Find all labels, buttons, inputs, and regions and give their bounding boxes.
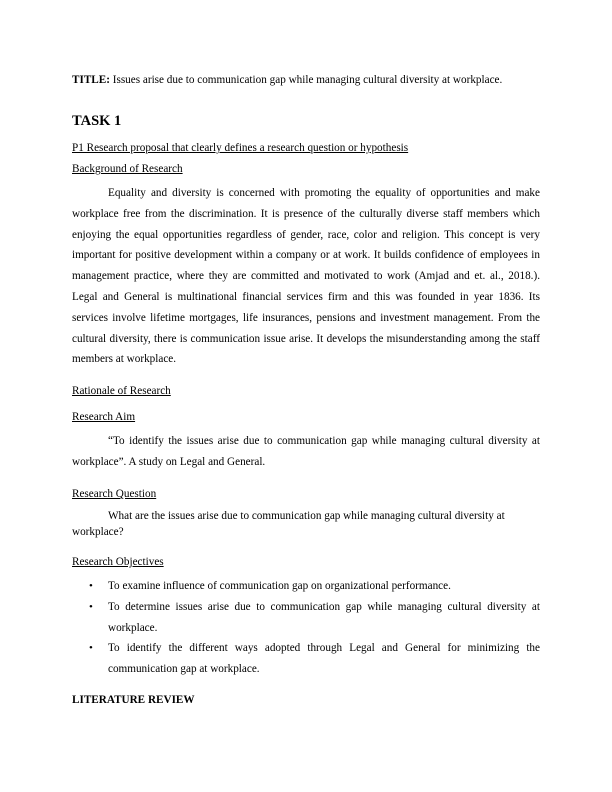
background-paragraph: Equality and diversity is concerned with promoting the equality of opportunities and make workplace free from the discrimination. It is presence of the culturally diverse staff members which enjoying the equal opportunities regardless of gender, race, color and religion. This concept is very important for positive development within a company or at work. It builds confidence of employees in management practice, where they are committed and motivated to work (Amjad and et. al., 2018.). Legal and General is multinational financial services firm and this was founded in year 1836. Its services involve lifetime mortgages, life insurances, pensions and investment management. From the cultural diversity, there is communication issue arise. It develops the misunderstanding among the staff members at workplace. bbox=[72, 187, 540, 366]
question-paragraph: What are the issues arise due to communication gap while managing cultural diversity at workplace? bbox=[72, 510, 505, 538]
document-title bbox=[72, 73, 540, 87]
task-heading: TASK 1 bbox=[72, 113, 122, 129]
bullet-icon: • bbox=[89, 580, 93, 592]
title-label: TITLE: bbox=[72, 74, 110, 86]
title-text: Issues arise due to communication gap while managing cultural diversity at workplace. bbox=[109, 74, 503, 86]
background-heading: Background of Research bbox=[72, 163, 183, 175]
aim-heading: Research Aim bbox=[72, 411, 136, 423]
list-item-text: To identify the different ways adopted through Legal and General for minimizing the communication gap at workplace. bbox=[108, 642, 540, 676]
list-item-text: To determine issues arise due to communication gap while managing cultural diversity at workplace. bbox=[108, 600, 540, 634]
rationale-heading: Rationale of Research bbox=[72, 385, 171, 397]
p1-heading: P1 Research proposal that clearly defines a research question or hypothesis bbox=[72, 142, 409, 154]
list-item bbox=[72, 576, 540, 597]
objectives-heading: Research Objectives bbox=[72, 556, 164, 568]
list-item-text: To examine influence of communication gap on organizational performance. bbox=[108, 580, 451, 592]
bullet-icon: • bbox=[89, 600, 93, 613]
list-item bbox=[72, 597, 540, 639]
bullet-icon: • bbox=[89, 642, 93, 655]
literature-review-heading: LITERATURE REVIEW bbox=[72, 694, 195, 706]
list-item bbox=[72, 638, 540, 680]
objectives-list bbox=[72, 576, 540, 680]
aim-paragraph: “To identify the issues arise due to communication gap while managing cultural diversity at workplace”. A study on Legal and General. bbox=[72, 435, 540, 468]
question-heading: Research Question bbox=[72, 488, 157, 500]
